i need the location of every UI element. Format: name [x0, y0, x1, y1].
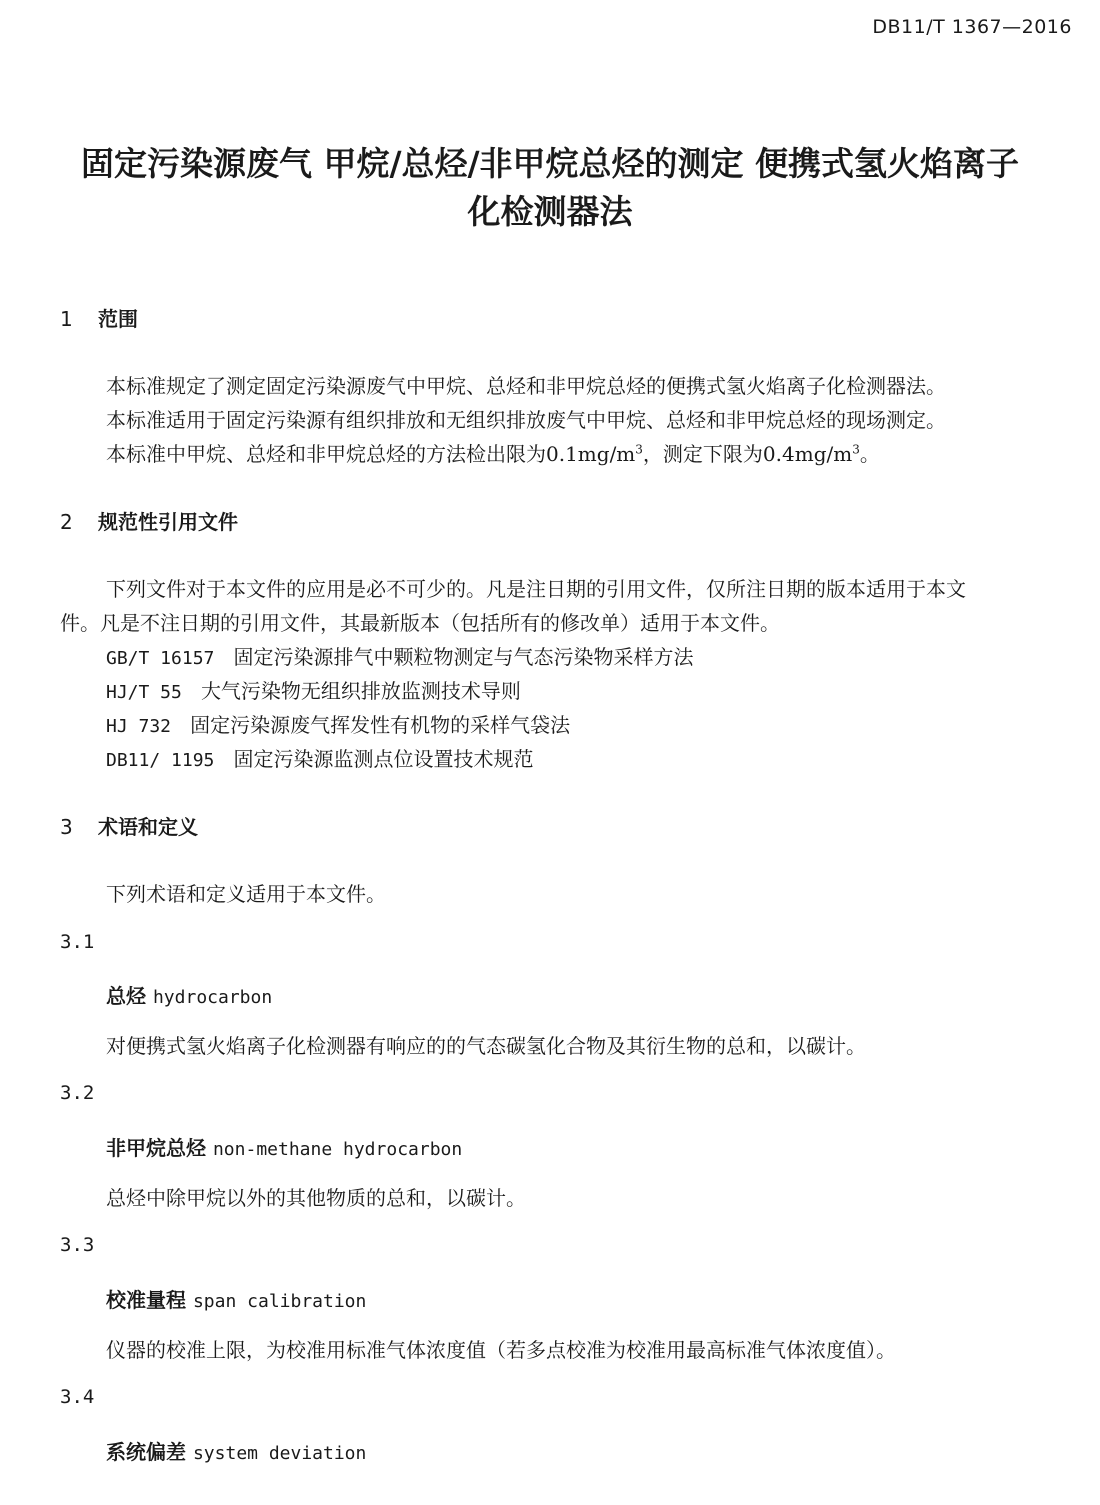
term-heading [106, 1436, 366, 1465]
section-2-intro-line-2: 件。凡是不注日期的引用文件，其最新版本（包括所有的修改单）适用于本文件。 [60, 611, 780, 635]
section-number: 2 [60, 510, 73, 534]
section-title: 范围 [98, 307, 138, 331]
term-number: 3.3 [60, 1234, 95, 1256]
section-1-para-3 [106, 438, 880, 467]
quantitation-limit-text: ，测定下限为0.4mg/m [642, 442, 853, 466]
sentence-end: 。 [859, 442, 880, 466]
document-title-line1: 固定污染源废气 甲烷/总烃/非甲烷总烃的测定 便携式氢火焰离子 [80, 144, 1020, 183]
term-definition: 总烃中除甲烷以外的其他物质的总和，以碳计。 [106, 1186, 526, 1210]
section-2-intro-line-1: 下列文件对于本文件的应用是必不可少的。凡是注日期的引用文件，仅所注日期的版本适用于本文 [106, 577, 966, 601]
term-number: 3.4 [60, 1386, 95, 1408]
reference-title: 固定污染源排气中颗粒物测定与气态污染物采样方法 [233, 645, 694, 669]
term-chinese: 非甲烷总烃 [106, 1136, 206, 1160]
section-number: 3 [60, 815, 73, 839]
section-3-intro: 下列术语和定义适用于本文件。 [106, 882, 386, 906]
reference-title: 固定污染源监测点位设置技术规范 [233, 747, 534, 771]
term-english: non-methane hydrocarbon [212, 1139, 463, 1160]
reference-code: GB/T 16157 [106, 648, 215, 669]
reference-item [106, 709, 570, 738]
term-definition: 对便携式氢火焰离子化检测器有响应的的气态碳氢化合物及其衍生物的总和，以碳计。 [106, 1034, 866, 1058]
reference-title: 固定污染源废气挥发性有机物的采样气袋法 [190, 713, 571, 737]
section-title: 术语和定义 [98, 815, 198, 839]
term-definition: 仪器的校准上限，为校准用标准气体浓度值（若多点校准为校准用最高标准气体浓度值）。 [106, 1338, 896, 1362]
reference-item [106, 641, 693, 670]
section-3-heading [60, 811, 198, 840]
detection-limit-text: 本标准中甲烷、总烃和非甲烷总烃的方法检出限为0.1mg/m [106, 442, 636, 466]
term-heading [106, 1284, 366, 1313]
term-number: 3.1 [60, 931, 95, 953]
term-heading [106, 980, 272, 1009]
section-1-para-2: 本标准适用于固定污染源有组织排放和无组织排放废气中甲烷、总烃和非甲烷总烃的现场测定。 [106, 408, 946, 432]
standard-code: DB11/T 1367—2016 [872, 16, 1072, 38]
document-title [0, 140, 1100, 236]
term-number: 3.2 [60, 1082, 95, 1104]
reference-item [106, 675, 521, 704]
section-title: 规范性引用文件 [98, 510, 238, 534]
reference-item [106, 743, 533, 772]
section-1-para-1: 本标准规定了测定固定污染源废气中甲烷、总烃和非甲烷总烃的便携式氢火焰离子化检测器法。 [106, 374, 946, 398]
term-chinese: 系统偏差 [106, 1440, 186, 1464]
term-heading [106, 1132, 462, 1161]
section-number: 1 [60, 307, 73, 331]
reference-code: HJ 732 [106, 716, 172, 737]
term-english: hydrocarbon [152, 987, 273, 1008]
term-chinese: 总烃 [106, 984, 146, 1008]
section-2-heading [60, 506, 238, 535]
section-1-heading [60, 303, 138, 332]
document-title-line2: 化检测器法 [467, 192, 633, 231]
superscript: 3 [852, 442, 860, 457]
reference-title: 大气污染物无组织排放监测技术导则 [200, 679, 521, 703]
term-english: span calibration [192, 1291, 367, 1312]
term-english: system deviation [192, 1443, 367, 1464]
reference-code: DB11/ 1195 [106, 750, 215, 771]
term-chinese: 校准量程 [106, 1288, 186, 1312]
reference-code: HJ/T 55 [106, 682, 182, 703]
superscript: 3 [635, 442, 643, 457]
